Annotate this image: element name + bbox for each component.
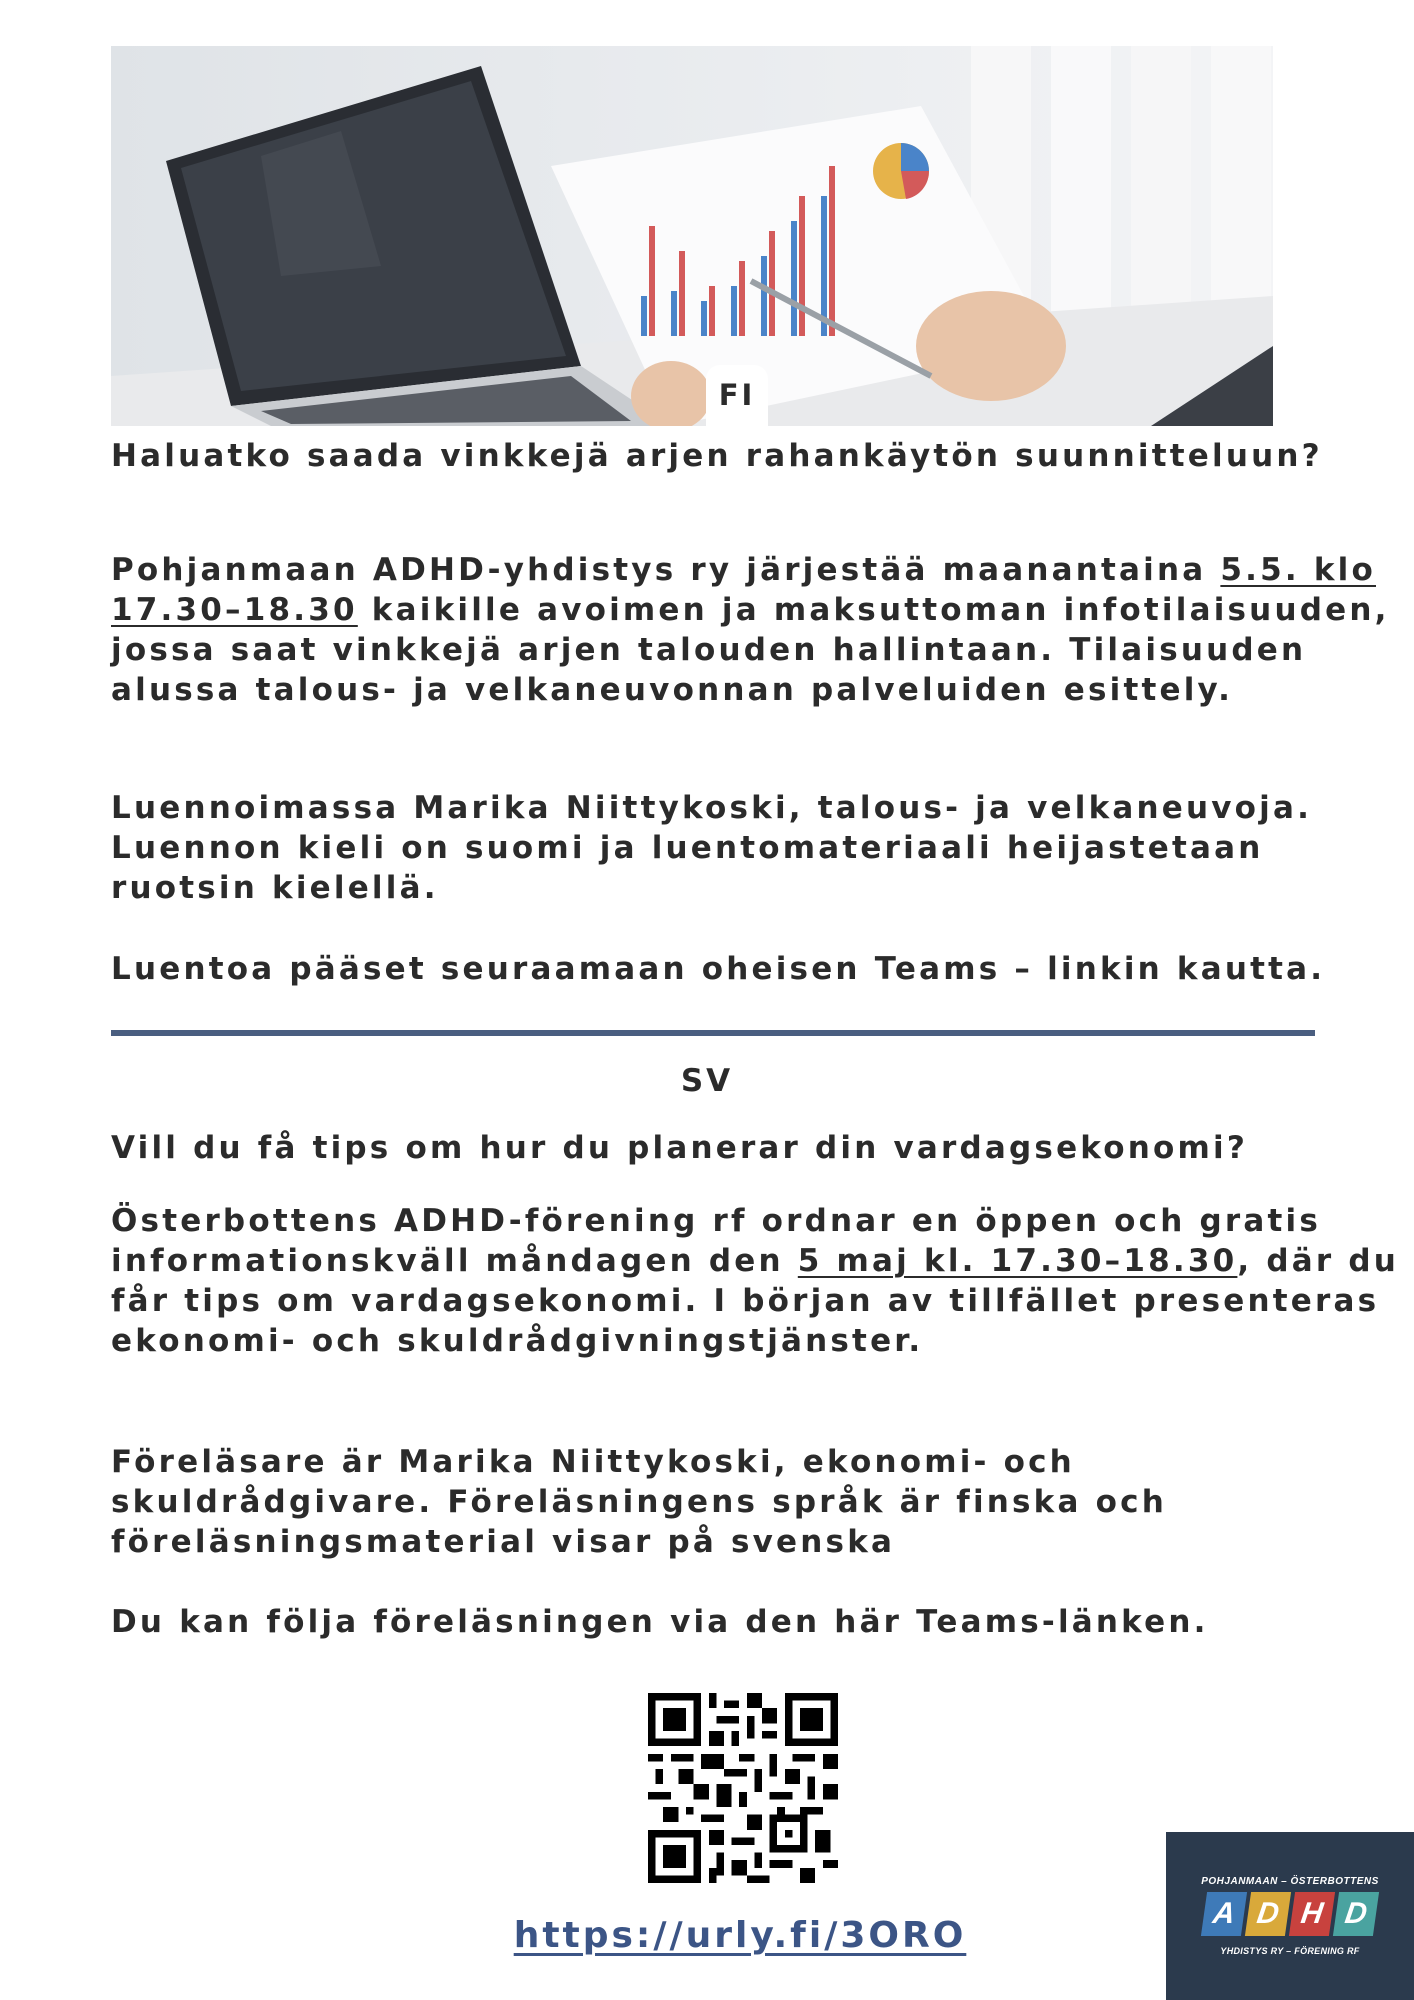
fi-paragraph-2-line-3: ruotsin kielellä.	[111, 870, 439, 906]
logo-letter-h: H	[1289, 1892, 1335, 1936]
fi-event-date: 5.5. klo	[1220, 552, 1376, 588]
language-label-sv: SV	[680, 1063, 734, 1099]
sv-paragraph-2-line-1: Föreläsare är Marika Niittykoski, ekonomi- och	[111, 1444, 1075, 1480]
logo-top-text: POHJANMAAN – ÖSTERBOTTENS	[1201, 1876, 1379, 1887]
logo-letter-a: A	[1201, 1892, 1247, 1936]
sv-paragraph-1-line-2	[111, 1241, 1399, 1281]
sv-p1-text-b: , där du	[1237, 1243, 1400, 1279]
logo-letter-d2: D	[1333, 1892, 1379, 1936]
logo-bottom-text: YHDISTYS RY – FÖRENING RF	[1220, 1946, 1360, 1956]
language-tab-fi: FI	[706, 365, 768, 427]
sv-heading: Vill du få tips om hur du planerar din vardagsekonomi?	[111, 1130, 1249, 1166]
fi-paragraph-1-line-3: jossa saat vinkkejä arjen talouden hallintaan. Tilaisuuden	[111, 632, 1307, 668]
fi-paragraph-1-line-4: alussa talous- ja velkaneuvonnan palveluiden esittely.	[111, 672, 1234, 708]
hero-photo	[111, 46, 1273, 426]
fi-paragraph-1-line-1	[111, 550, 1376, 590]
teams-link[interactable]: https://urly.fi/3ORO	[513, 1915, 967, 1956]
sv-p1-text-a: informationskväll måndagen den	[111, 1243, 798, 1279]
fi-paragraph-2-line-2: Luennon kieli on suomi ja luentomateriaali heijastetaan	[111, 830, 1264, 866]
section-divider	[111, 1030, 1315, 1036]
fi-p1-text-a: Pohjanmaan ADHD-yhdistys ry järjestää maanantaina	[111, 552, 1221, 588]
fi-p1-text-b: kaikille avoimen ja maksuttoman infotilaisuuden,	[357, 592, 1390, 628]
sv-paragraph-2-line-2: skuldrådgivare. Föreläsningens språk är finska och	[111, 1484, 1167, 1520]
sv-paragraph-1-line-1: Österbottens ADHD-förening rf ordnar en öppen och gratis	[111, 1203, 1321, 1239]
qr-code[interactable]	[648, 1693, 838, 1883]
fi-paragraph-1-line-2	[111, 590, 1390, 630]
fi-paragraph-2-line-1: Luennoimassa Marika Niittykoski, talous- ja velkaneuvoja.	[111, 790, 1313, 826]
logo-letter-d: D	[1245, 1892, 1291, 1936]
fi-paragraph-3: Luentoa pääset seuraamaan oheisen Teams – linkin kautta.	[111, 951, 1326, 987]
sv-paragraph-1-line-3: får tips om vardagsekonomi. I början av tillfället presenteras	[111, 1283, 1380, 1319]
fi-heading: Haluatko saada vinkkejä arjen rahankäytön suunnitteluun?	[111, 438, 1323, 474]
sv-paragraph-2-line-3: föreläsningsmaterial visar på svenska	[111, 1524, 896, 1560]
sv-paragraph-1-line-4: ekonomi- och skuldrådgivningstjänster.	[111, 1323, 924, 1359]
fi-event-time: 17.30–18.30	[111, 592, 358, 628]
sv-event-date: 5 maj kl. 17.30–18.30	[797, 1243, 1238, 1279]
hero-illustration	[111, 46, 1273, 426]
adhd-association-logo	[1166, 1832, 1414, 2000]
sv-paragraph-3: Du kan följa föreläsningen via den här Teams-länken.	[111, 1604, 1209, 1640]
